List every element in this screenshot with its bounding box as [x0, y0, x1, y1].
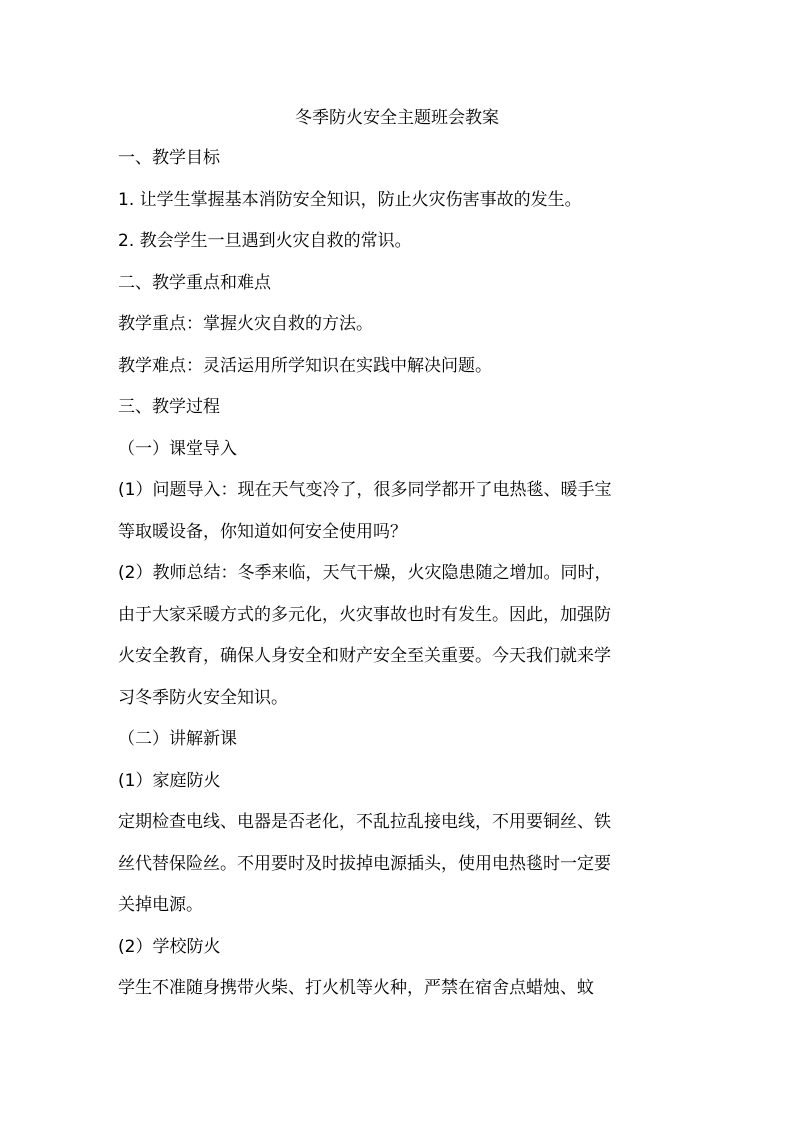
subsection-heading-new-lesson: （二）讲解新课 — [118, 729, 237, 749]
paragraph-line: (1）问题导入：现在天气变冷了，很多同学都开了电热毯、暖手宝 — [118, 480, 612, 500]
document-body — [118, 144, 678, 1002]
subsection-heading-intro: （一）课堂导入 — [118, 438, 237, 459]
section-heading-key-points: 二、教学重点和难点 — [118, 272, 271, 293]
document-title: 冬季防火安全主题班会教案 — [295, 108, 499, 128]
paragraph-line: 火安全教育，确保人身安全和财产安全至关重要。今天我们就来学 — [118, 646, 611, 666]
paragraph-line: 由于大家采暖方式的多元化，火灾事故也时有发生。因此，加强防 — [118, 604, 611, 625]
paragraph-line: (2）教师总结：冬季来临，天气干燥，火灾隐患随之增加。同时， — [118, 563, 612, 583]
paragraph-line: 学生不准随身携带火柴、打火机等火种，严禁在宿舍点蜡烛、蚊 — [118, 978, 594, 998]
section-heading-objectives: 一、教学目标 — [118, 148, 220, 168]
paragraph-line: 丝代替保险丝。不用要时及时拔掉电源插头，使用电热毯时一定要 — [118, 853, 611, 874]
objective-item-1: 1. 让学生掌握基本消防安全知识，防止火灾伤害事故的发生。 — [118, 189, 582, 210]
item-heading-school-fire: (2）学校防火 — [118, 936, 221, 957]
key-point-text: 教学重点：掌握火灾自救的方法。 — [118, 314, 373, 334]
difficulty-text: 教学难点：灵活运用所学知识在实践中解决问题。 — [118, 355, 492, 376]
paragraph-line: 定期检查电线、电器是否老化，不乱拉乱接电线，不用要铜丝、铁 — [118, 812, 611, 832]
objective-item-2: 2. 教会学生一旦遇到火灾自救的常识。 — [118, 231, 412, 251]
paragraph-line: 等取暖设备，你知道如何安全使用吗？ — [118, 521, 407, 542]
paragraph-line: 习冬季防火安全知识。 — [118, 687, 288, 708]
section-heading-process: 三、教学过程 — [118, 397, 220, 417]
paragraph-line: 关掉电源。 — [118, 895, 203, 915]
item-heading-home-fire: (1）家庭防火 — [118, 770, 221, 791]
